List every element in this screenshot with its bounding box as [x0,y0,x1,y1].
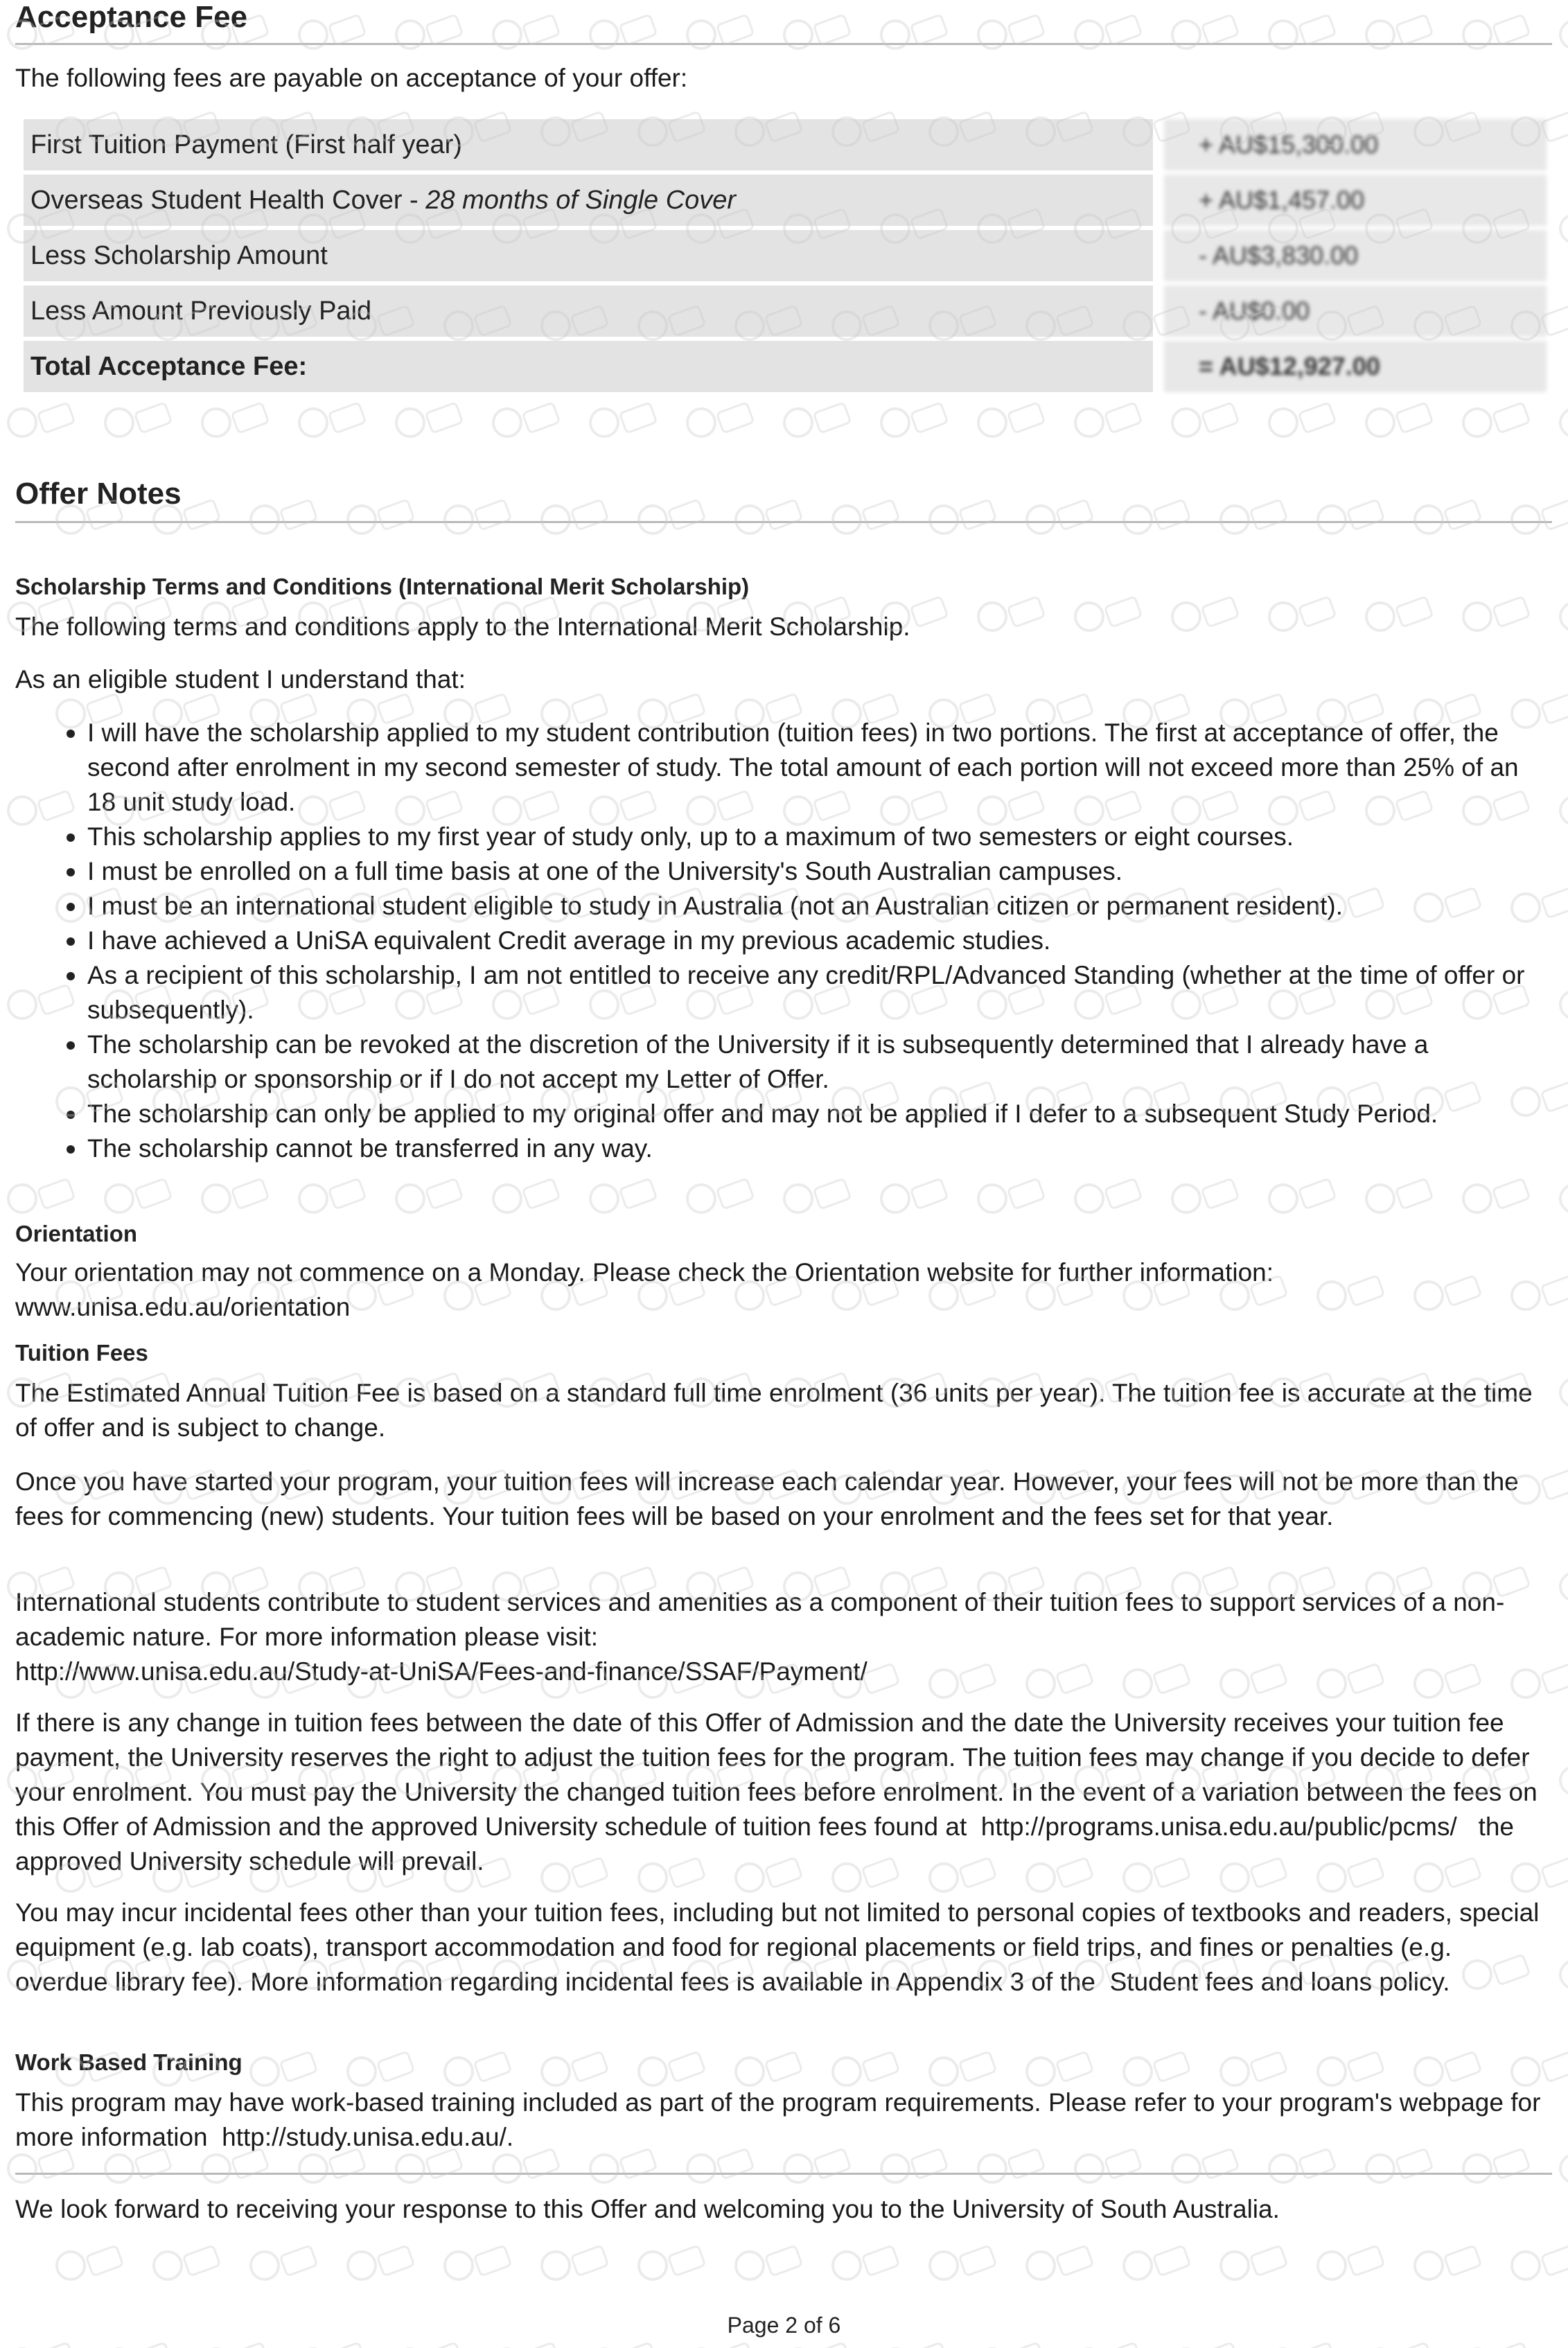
list-item: The scholarship can only be applied to my original offer and may not be applied if I defer to a subsequent Study Period. [62,1097,1545,1131]
acceptance-intro: The following fees are payable on acceptance of your offer: [15,64,688,92]
list-item: As a recipient of this scholarship, I am not entitled to receive any credit/RPL/Advanced Standing (whether at the time of offer or subsequently). [62,958,1545,1027]
orientation-heading: Orientation [15,1221,138,1246]
watermark-logo-icon [1027,500,1093,533]
scholarship-conditions-list [62,716,1545,1166]
fees-policy-link[interactable]: Student fees and loans policy. [1109,1968,1450,1996]
list-item: I must be enrolled on a full time basis at one of the University's South Australian campuses. [62,854,1545,889]
watermark-logo-icon [1269,1179,1336,1212]
watermark-logo-icon [1075,1179,1142,1212]
watermark-logo-icon [978,2342,1045,2348]
tuition-paragraph-2: Once you have started your program, your tuition fees will increase each calendar year. However, your fees will not be more than the fees for commencing (new) students. Your tuition fees will be based on your enrolment and the fees set for that year. [15,1467,1519,1530]
watermark-logo-icon [396,1179,463,1212]
watermark-logo-icon [202,1179,269,1212]
watermark-logo-icon [493,1179,560,1212]
fee-amount: - AU$0.00 [1164,285,1547,337]
fee-row [24,285,1547,337]
watermark-logo-icon [202,2342,269,2348]
watermark-logo-icon [1512,500,1568,533]
watermark-logo-icon [1366,2342,1433,2348]
watermark-logo-icon [1463,403,1530,436]
watermark-logo-icon [639,2245,705,2279]
watermark-logo-icon [1075,403,1142,436]
watermark-logo-icon [1366,1179,1433,1212]
divider [15,521,1552,523]
orientation-text: Your orientation may not commence on a Monday. Please check the Orientation website for further information: www.unisa.edu.au/orientation [15,1258,1274,1321]
watermark-logo-icon [1415,2245,1481,2279]
watermark-logo-icon [1512,2245,1568,2279]
watermark-logo-icon [784,403,851,436]
watermark-logo-icon [1560,1372,1568,1406]
fee-row [24,119,1547,170]
watermark-logo-icon [1560,1179,1568,1212]
watermark-logo-icon [348,2245,414,2279]
watermark-logo-icon [1560,403,1568,436]
watermark-logo-icon [1172,403,1239,436]
watermark-logo-icon [978,1179,1045,1212]
watermark-logo-icon [1415,500,1481,533]
watermark-logo-icon [1560,209,1568,242]
list-item: The scholarship can be revoked at the discretion of the University if it is subsequently determined that I already have a scholarship or sponsorship or if I do not accept my Letter of Offer. [62,1027,1545,1097]
watermark-logo-icon [687,1179,754,1212]
watermark-logo-icon [1221,500,1287,533]
watermark-logo-icon [445,2051,511,2085]
watermark-logo-icon [590,403,657,436]
watermark-logo-icon [1075,2342,1142,2348]
watermark-logo-icon [1560,1760,1568,1794]
fee-total-amount: = AU$12,927.00 [1164,341,1547,392]
watermark-logo-icon [1560,985,1568,1018]
divider [15,2173,1552,2175]
watermark-logo-icon [1560,15,1568,48]
scholarship-heading: Scholarship Terms and Conditions (International Merit Scholarship) [15,574,750,599]
watermark-logo-icon [542,500,608,533]
watermark-logo-icon [445,500,511,533]
fee-amount: + AU$1,457.00 [1164,175,1547,226]
orientation-link[interactable]: www.unisa.edu.au/orientation [15,1293,351,1321]
study-link[interactable]: http://study.unisa.edu.au/. [222,2123,514,2151]
tuition-paragraph-4: If there is any change in tuition fees between the date of this Offer of Admission and the date the University receives your tuition fee payment, the University reserves the right to adjust the tuition fees for the program. The tuition fees may change if you decide to defer your enrolment. You must pay the University the changed tuition fees before enrolment. In the event of a variation between the fees on this Offer of Admission and the approved University schedule of tuition fees found at http://programs.unisa.edu.au/public/pcms/ the approved University schedule will prevail. [15,1709,1538,1875]
watermark-logo-icon [1221,2051,1287,2085]
offer-notes-title: Offer Notes [15,477,182,511]
watermark-logo-icon [687,403,754,436]
watermark-logo-icon [299,2342,366,2348]
watermark-logo-icon [639,500,705,533]
watermark-logo-icon [833,2051,899,2085]
list-item: The scholarship cannot be transferred in any way. [62,1131,1545,1166]
page-number: Page 2 of 6 [727,2313,841,2338]
watermark-logo-icon [105,403,172,436]
watermark-logo-icon [1269,403,1336,436]
watermark-logo-icon [348,500,414,533]
fee-row [24,175,1547,226]
watermark-logo-icon [590,1179,657,1212]
watermark-logo-icon [881,2342,948,2348]
closing-text: We look forward to receiving your response to this Offer and welcoming you to the University of South Australia. [15,2195,1280,2223]
watermark-logo-icon [736,2245,802,2279]
watermark-logo-icon [1221,2245,1287,2279]
watermark-logo-icon [930,2051,996,2085]
watermark-logo-icon [1560,2342,1568,2348]
watermark-logo-icon [784,2342,851,2348]
watermark-logo-icon [736,2051,802,2085]
watermark-logo-icon [1172,2342,1239,2348]
watermark-logo-icon [202,403,269,436]
fee-amount: - AU$3,830.00 [1164,230,1547,281]
watermark-logo-icon [1124,500,1190,533]
watermark-logo-icon [251,2051,317,2085]
watermark-logo-icon [1463,1179,1530,1212]
watermark-logo-icon [1463,2342,1530,2348]
watermark-logo-icon [8,1179,75,1212]
watermark-logo-icon [1560,1954,1568,1988]
watermark-logo-icon [8,2342,75,2348]
ssaf-link[interactable]: http://www.unisa.edu.au/Study-at-UniSA/Fees-and-finance/SSAF/Payment/ [15,1657,867,1686]
watermark-logo-icon [105,1179,172,1212]
tuition-paragraph-5: You may incur incidental fees other than your tuition fees, including but not limited to personal copies of textbooks and readers, special equipment (e.g. lab coats), transport accommodation and food for regional placements or field trips, and fines or penalties (e.g. overdue library fee). More information regarding incidental fees is available in Appendix 3 of the Student fees and loans policy. [15,1898,1540,1996]
watermark-logo-icon [396,403,463,436]
watermark-logo-icon [1560,597,1568,630]
watermark-logo-icon [1560,2148,1568,2182]
work-based-training-text: This program may have work-based training included as part of the program requirements. Please refer to your program's webpage for more information http://study.unisa.edu.au/. [15,2088,1541,2151]
list-item: This scholarship applies to my first year of study only, up to a maximum of two semesters or eight courses. [62,820,1545,854]
watermark-logo-icon [1560,1566,1568,1600]
watermark-logo-icon [930,500,996,533]
watermark-logo-icon [1512,2051,1568,2085]
watermark-logo-icon [833,2245,899,2279]
watermark-logo-icon [881,1179,948,1212]
watermark-logo-icon [1027,2051,1093,2085]
list-item: I must be an international student eligible to study in Australia (not an Australian citizen or permanent resident). [62,889,1545,924]
watermark-logo-icon [1415,2051,1481,2085]
watermark-logo-icon [493,2342,560,2348]
watermark-logo-icon [881,403,948,436]
watermark-logo-icon [348,2051,414,2085]
list-item: I will have the scholarship applied to my student contribution (tuition fees) in two portions. The first at acceptance of offer, the second after enrolment in my second semester of study. The total amount of each portion will not exceed more than 25% of an 18 unit study load. [62,716,1545,820]
watermark-logo-icon [542,2245,608,2279]
watermark-logo-icon [784,1179,851,1212]
watermark-logo-icon [833,500,899,533]
watermark-logo-icon [154,2245,220,2279]
list-item: I have achieved a UniSA equivalent Credit average in my previous academic studies. [62,924,1545,958]
watermark-logo-icon [687,2342,754,2348]
watermark-logo-icon [1318,500,1384,533]
fee-label: Less Scholarship Amount [24,230,1153,281]
fee-label: Less Amount Previously Paid [24,285,1153,337]
watermark-logo-icon [1366,403,1433,436]
watermark-logo-icon [1172,1179,1239,1212]
fee-row [24,230,1547,281]
watermark-logo-icon [299,1179,366,1212]
watermark-logo-icon [1027,2245,1093,2279]
fee-total-label: Total Acceptance Fee: [24,341,1153,392]
fee-total-row [24,341,1547,392]
tuition-fees-heading: Tuition Fees [15,1340,148,1366]
watermark-logo-icon [251,500,317,533]
fee-amount: + AU$15,300.00 [1164,119,1547,170]
watermark-logo-icon [445,2245,511,2279]
watermark-logo-icon [590,2342,657,2348]
watermark-logo-icon [57,2245,123,2279]
tuition-paragraph-1: The Estimated Annual Tuition Fee is based on a standard full time enrolment (36 units per year). The tuition fee is accurate at the time of offer and is subject to change. [15,1379,1533,1442]
tuition-paragraph-3: International students contribute to student services and amenities as a component of their tuition fees to support services of a non-academic nature. For more information please visit: http://www.unisa.edu.au/Study-at-UniSA/Fees-and-finance/SSAF/Payment/ [15,1588,1505,1686]
watermark-logo-icon [1318,2051,1384,2085]
fee-label: Overseas Student Health Cover - 28 months of Single Cover [24,175,1153,226]
watermark-logo-icon [8,403,75,436]
watermark-logo-icon [396,2342,463,2348]
watermark-logo-icon [299,403,366,436]
watermark-logo-icon [105,2342,172,2348]
watermark-logo-icon [930,2245,996,2279]
watermark-logo-icon [493,403,560,436]
scholarship-lead: As an eligible student I understand that: [15,665,466,694]
scholarship-intro: The following terms and conditions apply to the International Merit Scholarship. [15,612,910,641]
watermark-logo-icon [1560,791,1568,824]
watermark-logo-icon [251,2245,317,2279]
watermark-logo-icon [639,2051,705,2085]
watermark-logo-icon [1124,2051,1190,2085]
watermark-logo-icon [1318,2245,1384,2279]
watermark-logo-icon [542,2051,608,2085]
work-based-training-heading: Work Based Training [15,2049,243,2075]
watermark-logo-icon [1124,2245,1190,2279]
pcms-link[interactable]: http://programs.unisa.edu.au/public/pcms/ [980,1812,1457,1841]
divider [15,43,1552,45]
watermark-logo-icon [1269,2342,1336,2348]
fee-label: First Tuition Payment (First half year) [24,119,1153,170]
watermark-logo-icon [978,403,1045,436]
watermark-logo-icon [736,500,802,533]
acceptance-fee-title: Acceptance Fee [15,0,248,34]
